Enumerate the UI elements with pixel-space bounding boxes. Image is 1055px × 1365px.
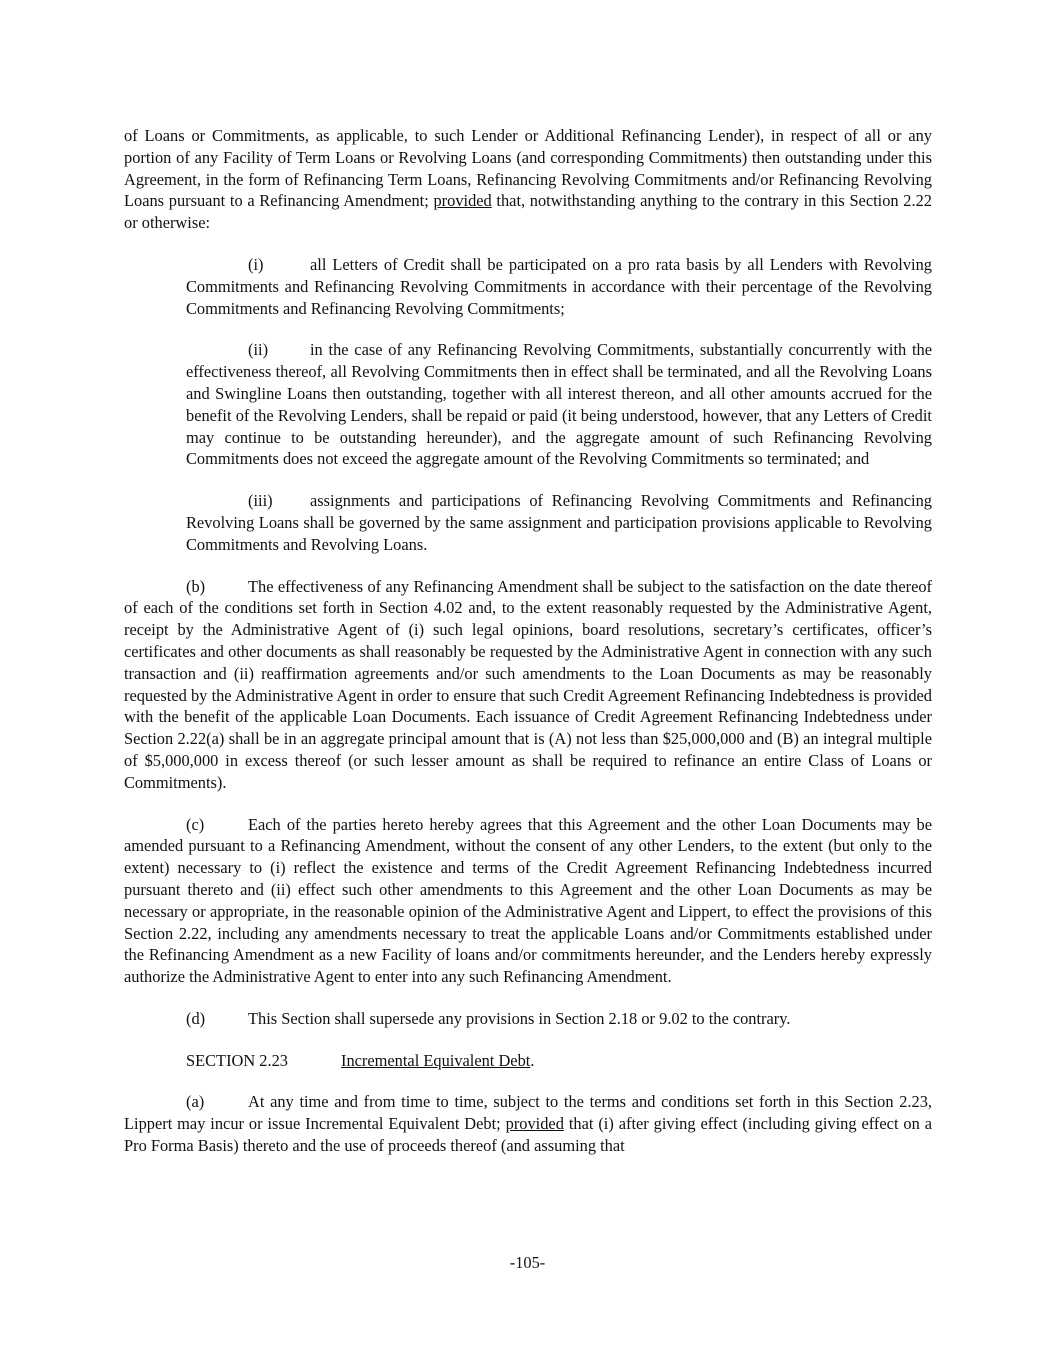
clause-i: [186, 254, 932, 319]
section-number: SECTION 2.23: [186, 1050, 288, 1070]
section-title-period: .: [530, 1050, 535, 1070]
clause-iii-text: assignments and participations of Refinancing Revolving Commitments and Refinancing Revolving Loans shall be governed by the same assignment and participation provisions applicable to Revolving Commitments and Revolving Loans.: [186, 491, 932, 554]
intro-paragraph: [124, 125, 932, 234]
paragraph-c: [124, 814, 932, 988]
intro-text-before: of Loans or Commitments, as applicable, to such Lender or Additional Refinancing Lender), in respect of all or any portion of any Facility of Term Loans or Revolving Loans (and corresponding Commitments) then outstanding under this Agreement, in the form of Refinancing Term Loans, Refinancing Revolving Commitments and/or Refinancing Revolving Loans pursuant to a Refinancing Amendment;: [124, 126, 932, 211]
clause-ii: [186, 339, 932, 470]
clause-iii: [186, 490, 932, 555]
paragraph-d: [124, 1008, 932, 1030]
clause-ii-text: in the case of any Refinancing Revolving Commitments, substantially concurrently with the effectiveness thereof, all Revolving Commitments then in effect shall be terminated, and all the Revolving Loans and Swingline Loans then outstanding, together with all interest thereon, and all other amounts accrued for the benefit of the Revolving Lenders, shall be repaid or paid (it being understood, however, that any Letters of Credit may continue to be outstanding hereunder), and the aggregate amount of such Refinancing Revolving Commitments does not exceed the aggregate amount of the Revolving Commitments so terminated; and: [186, 340, 932, 469]
clause-i-text: all Letters of Credit shall be participated on a pro rata basis by all Lenders with Revolving Commitments and Refinancing Revolving Commitments in accordance with their percentage of the Revolving Commitments and Refinancing Revolving Commitments;: [186, 254, 932, 318]
provided-underlined: provided: [433, 191, 492, 211]
page-number: -105-: [509, 1253, 546, 1272]
paragraph-d-label: (d): [186, 1008, 206, 1028]
paragraph-c-label: (c): [186, 814, 205, 834]
paragraph-b: [124, 576, 932, 794]
paragraph-b-label: (b): [186, 576, 206, 596]
paragraph-c-text: Each of the parties hereto hereby agrees that this Agreement and the other Loan Documents may be amended pursuant to a Refinancing Amendment, without the consent of any other Lenders, to the extent (but only to the extent) necessary to (i) reflect the existence and terms of the Credit Agreement Refinancing Indebtedness incurred pursuant thereto and (ii) effect such other amendments to this Agreement and the other Loan Documents as may be necessary or appropriate, in the reasonable opinion of the Administrative Agent and Lippert, to effect the provisions of this Section 2.22, including any amendments necessary to treat the applicable Loans and/or Commitments established under the Refinancing Amendment as a new Facility of loans and/or commitments hereunder, and the Lenders hereby expressly authorize the Administrative Agent to enter into any such Refinancing Amendment.: [124, 814, 932, 987]
paragraph-b-text: The effectiveness of any Refinancing Amendment shall be subject to the satisfaction on the date thereof of each of the conditions set forth in Section 4.02 and, to the extent reasonably requested by the Administrative Agent, receipt by the Administrative Agent of (i) such legal opinions, board resolutions, secretary’s certificates, officer’s certificates and other documents as shall reasonably be requested by the Administrative Agent in connection with any such transaction and (ii) reaffirmation agreements and/or such amendments to the Loan Documents as may be reasonably requested by the Administrative Agent in order to ensure that such Credit Agreement Refinancing Indebtedness is provided with the benefit of the applicable Loan Documents. Each issuance of Credit Agreement Refinancing Indebtedness under Section 2.22(a) shall be in an aggregate principal amount that is (A) not less than $25,000,000 and (B) an integral multiple of $5,000,000 in excess thereof (or such lesser amount as shall be required to refinance an entire Class of Loans or Commitments).: [124, 576, 932, 792]
paragraph-a: [124, 1091, 932, 1156]
section-title: Incremental Equivalent Debt: [341, 1050, 531, 1070]
clause-iii-label: (iii): [248, 491, 273, 511]
paragraph-a-label: (a): [186, 1092, 205, 1112]
intro-text-after: that, notwithstanding anything to the contrary in this Section 2.22 or otherwise:: [124, 191, 932, 233]
clause-i-label: (i): [248, 254, 264, 274]
paragraph-a-text-before: At any time and from time to time, subject to the terms and conditions set forth in this Section 2.23, Lippert may incur or issue Incremental Equivalent Debt;: [124, 1092, 932, 1134]
document-page: [124, 125, 932, 1177]
provided-underlined-2: provided: [505, 1114, 564, 1134]
section-heading: [186, 1050, 932, 1072]
paragraph-a-text-after: that (i) after giving effect (including giving effect on a Pro Forma Basis) thereto and the use of proceeds thereof (and assuming that: [124, 1114, 933, 1156]
clause-ii-label: (ii): [248, 340, 269, 360]
paragraph-d-text: This Section shall supersede any provisions in Section 2.18 or 9.02 to the contrary.: [248, 1008, 791, 1028]
